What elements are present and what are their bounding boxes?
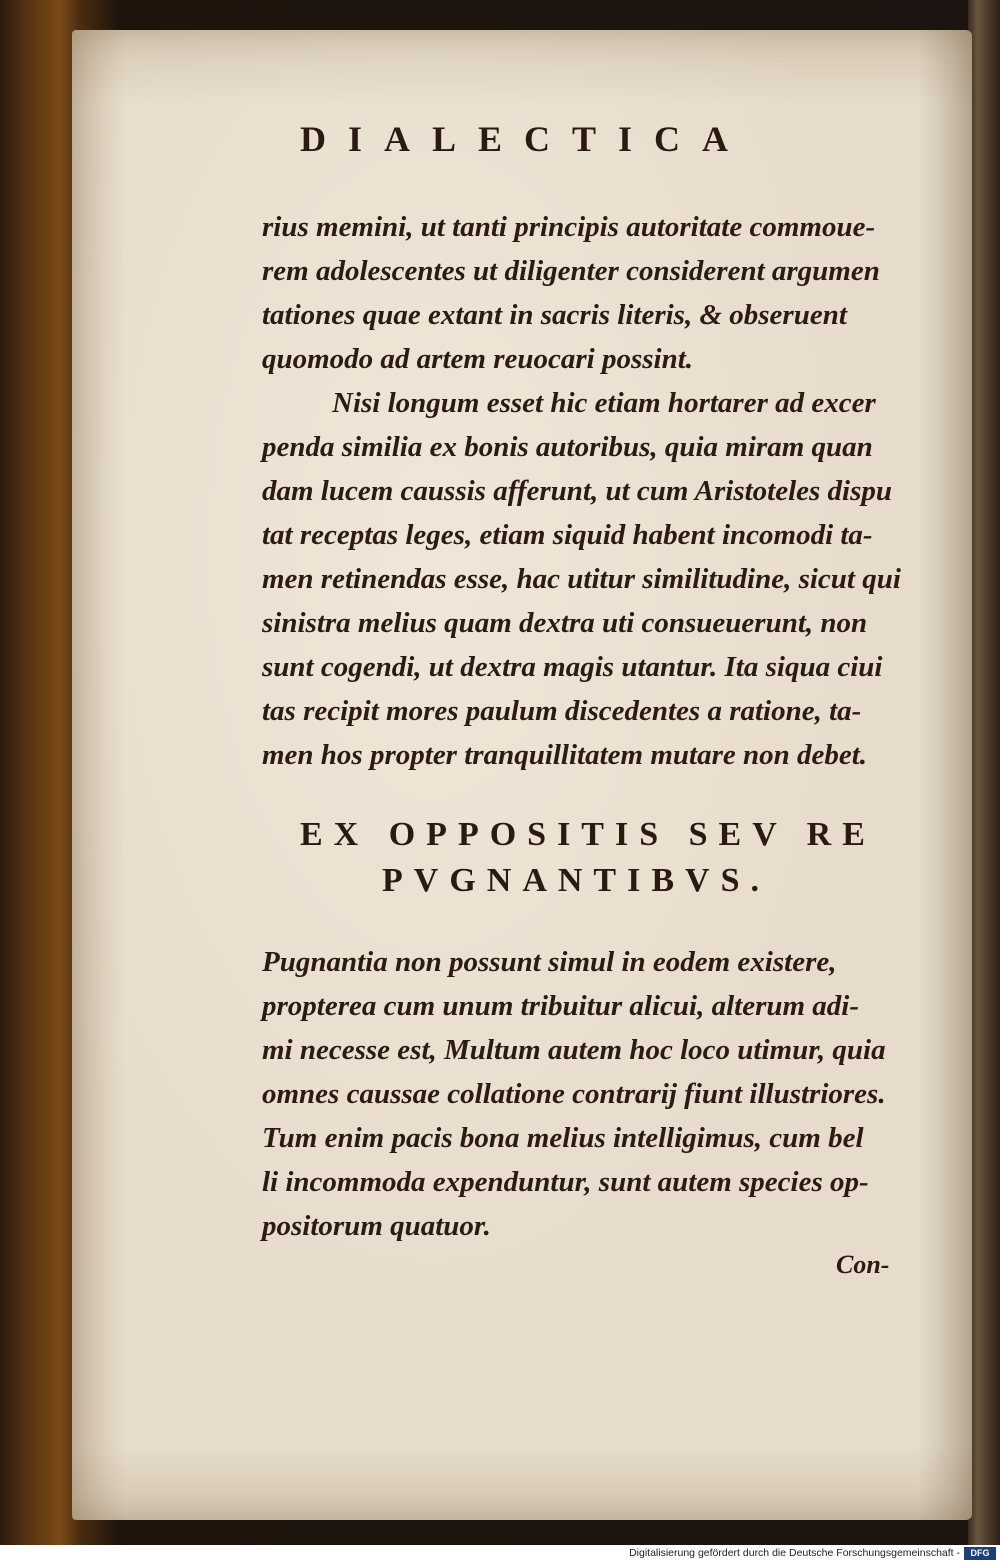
text-line: Nisi longum esset hic etiam hortarer ad excer bbox=[332, 387, 876, 419]
section-heading-line: EX OPPOSITIS SEV RE bbox=[300, 816, 876, 853]
body-text-lower bbox=[262, 940, 922, 1248]
text-line: omnes caussae collatione contrarij fiunt illustriores. bbox=[262, 1078, 886, 1110]
text-line: mi necesse est, Multum autem hoc loco utimur, quia bbox=[262, 1034, 886, 1066]
text-line: men hos propter tranquillitatem mutare non debet. bbox=[262, 739, 868, 771]
text-line: quomodo ad artem reuocari possint. bbox=[262, 343, 694, 375]
text-line: sunt cogendi, ut dextra magis utantur. Ita siqua ciui bbox=[262, 651, 883, 683]
text-line: penda similia ex bonis autoribus, quia miram quan bbox=[262, 431, 873, 463]
text-line: dam lucem caussis afferunt, ut cum Aristoteles dispu bbox=[262, 475, 893, 507]
body-text-upper bbox=[262, 205, 922, 777]
text-line: tationes quae extant in sacris literis, & obseruent bbox=[262, 299, 847, 331]
footer-credit: Digitalisierung gefördert durch die Deutsche Forschungsgemeinschaft - bbox=[629, 1547, 960, 1559]
footer-bar bbox=[0, 1545, 1000, 1562]
text-line: sinistra melius quam dextra uti consueuerunt, non bbox=[262, 607, 868, 639]
text-line: propterea cum unum tribuitur alicui, alterum adi- bbox=[262, 990, 860, 1022]
text-line: Pugnantia non possunt simul in eodem existere, bbox=[262, 946, 837, 978]
dfg-logo-icon[interactable]: DFG bbox=[964, 1547, 996, 1560]
text-line: li incommoda expenduntur, sunt autem species op- bbox=[262, 1166, 869, 1198]
section-heading-line: PVGNANTIBVS. bbox=[382, 862, 770, 899]
text-line: rius memini, ut tanti principis autoritate commoue- bbox=[262, 211, 876, 243]
text-line: men retinendas esse, hac utitur similitudine, sicut qui bbox=[262, 563, 901, 595]
running-head: DIALECTICA bbox=[300, 119, 751, 159]
text-line: tas recipit mores paulum discedentes a ratione, ta- bbox=[262, 695, 862, 727]
catchword: Con- bbox=[836, 1250, 890, 1279]
text-line: tat receptas leges, etiam siquid habent incomodi ta- bbox=[262, 519, 873, 551]
text-line: positorum quatuor. bbox=[262, 1210, 491, 1242]
text-line: Tum enim pacis bona melius intelligimus, cum bel bbox=[262, 1122, 864, 1154]
text-line: rem adolescentes ut diligenter considerent argumen bbox=[262, 255, 880, 287]
section-heading bbox=[300, 812, 920, 904]
book-edge bbox=[968, 0, 1000, 1545]
